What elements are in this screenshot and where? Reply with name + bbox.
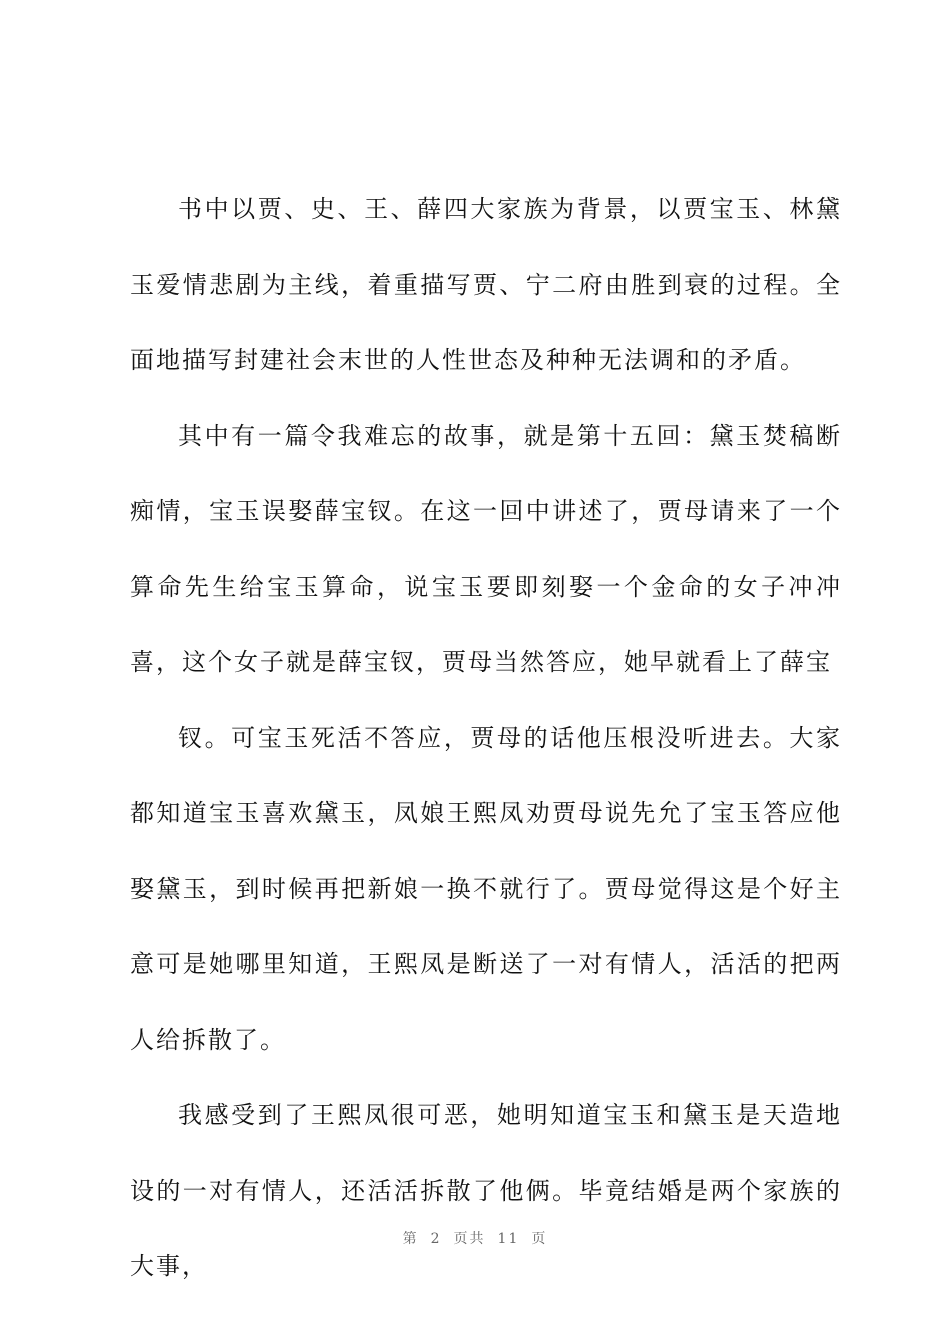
paragraph-4: 我感受到了王熙凤很可恶，她明知道宝玉和黛玉是天造地设的一对有情人，还活活拆散了他俩。毕竟结婚是两个家族的大事， [130, 1101, 842, 1280]
footer-prefix: 第 [402, 1231, 419, 1247]
footer-total-pages: 11 [497, 1231, 520, 1247]
paragraph-2: 其中有一篇令我难忘的故事，就是第十五回：黛玉焚稿断痴情，宝玉误娶薛宝钗。在这一回中讲述了，贾母请来了一个算命先生给宝玉算命，说宝玉要即刻娶一个金命的女子冲冲喜，这个女子就是薛宝钗，贾母当然答应，她早就看上了薛宝 [130, 421, 842, 676]
body-text [130, 172, 842, 1305]
footer-middle: 页共 [453, 1231, 486, 1247]
footer-suffix: 页 [531, 1231, 548, 1247]
footer-page-number: 2 [430, 1231, 442, 1247]
page-footer [0, 1228, 950, 1248]
paragraph-1: 书中以贾、史、王、薛四大家族为背景，以贾宝玉、林黛玉爱情悲剧为主线，着重描写贾、宁二府由胜到衰的过程。全面地描写封建社会末世的人性世态及种种无法调和的矛盾。 [130, 195, 842, 374]
paragraph-3: 钗。可宝玉死活不答应，贾母的话他压根没听进去。大家都知道宝玉喜欢黛玉，凤娘王熙凤劝贾母说先允了宝玉答应他娶黛玉，到时候再把新娘一换不就行了。贾母觉得这是个好主意可是她哪里知道，王熙凤是断送了一对有情人，活活的把两人给拆散了。 [130, 723, 842, 1054]
